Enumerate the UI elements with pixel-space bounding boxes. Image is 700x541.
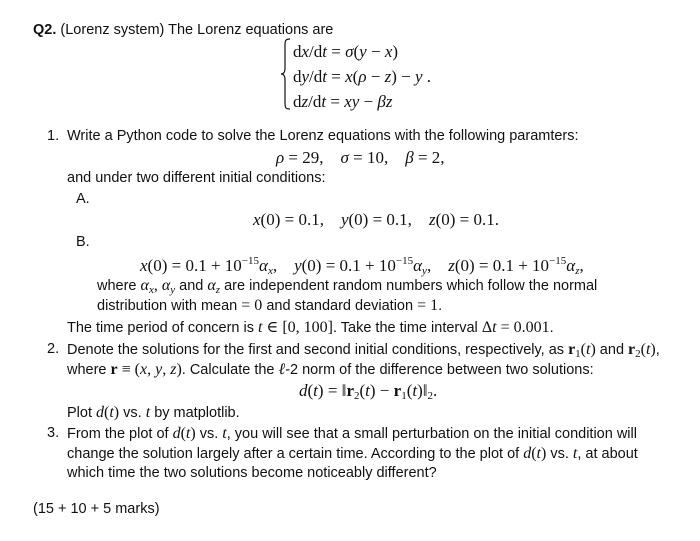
item-2-line-2: where r ≡ (x, y, z). Calculate the ℓ-2 norm of the difference between two solutions: <box>67 361 594 378</box>
case-b-label: B. <box>76 234 90 250</box>
item-3-line-1: From the plot of d(t) vs. t, you will see that a small perturbation on the initial condition will <box>67 425 637 442</box>
item-2-line-1: Denote the solutions for the first and second initial conditions, respectively, as $r_1(t)$ and $r_2(t)$, <box>67 341 660 360</box>
item-3-line-3: which time the two solutions become noticeably different? <box>67 465 437 481</box>
question-intro: (Lorenz system) The Lorenz equations are <box>60 22 334 38</box>
case-b-where-line-1: where $\alpha_x$, $\alpha_y$ and $\alpha_z$ are independent random numbers which follow the normal <box>97 277 598 296</box>
question-header <box>33 23 333 38</box>
case-b-values: $x(0) = 0.1 + 10^{-15}\alpha_x$, $y(0) = 0.1 + 10^{-15}\alpha_y$, $z(0) = 0.1 + 10^{-15}\alpha_z$, <box>140 255 584 277</box>
item-1-text: Write a Python code to solve the Lorenz equations with the following paramters: <box>67 128 579 144</box>
period-text: The time period of concern is t ∈ [0, 100]. Take the time interval Δt = 0.001. <box>67 319 554 336</box>
equation-dx: dx/dt = σ(y − x) <box>293 42 399 61</box>
equation-dz: dz/dt = xy − βz <box>293 92 393 111</box>
marks-text: (15 + 10 + 5 marks) <box>33 501 160 517</box>
case-a-label: A. <box>76 191 90 207</box>
item-3-line-2: change the solution largely after a certain time. According to the plot of d(t) vs. t, at about <box>67 445 638 462</box>
equation-dy: dy/dt = x(ρ − z) − y . <box>293 67 432 86</box>
params-line: ρ = 29, σ = 10, β = 2, <box>276 148 445 167</box>
case-a-values: x(0) = 0.1, y(0) = 0.1, z(0) = 0.1. <box>253 210 499 229</box>
plot-text: Plot d(t) vs. t by matplotlib. <box>67 404 240 421</box>
conditions-text: and under two different initial conditions: <box>67 170 326 186</box>
case-b-where-line-2: distribution with mean = 0 and standard deviation = 1. <box>97 297 443 314</box>
item-1-number: 1. <box>47 128 60 144</box>
norm-formula: $d(t) = ‖r_2(t)$ − $r_1(t)‖_2$. <box>299 381 438 402</box>
item-2-number: 2. <box>47 341 60 357</box>
item-3-number: 3. <box>47 425 60 441</box>
question-label: Q2. <box>33 22 57 38</box>
left-brace-icon <box>281 38 291 110</box>
